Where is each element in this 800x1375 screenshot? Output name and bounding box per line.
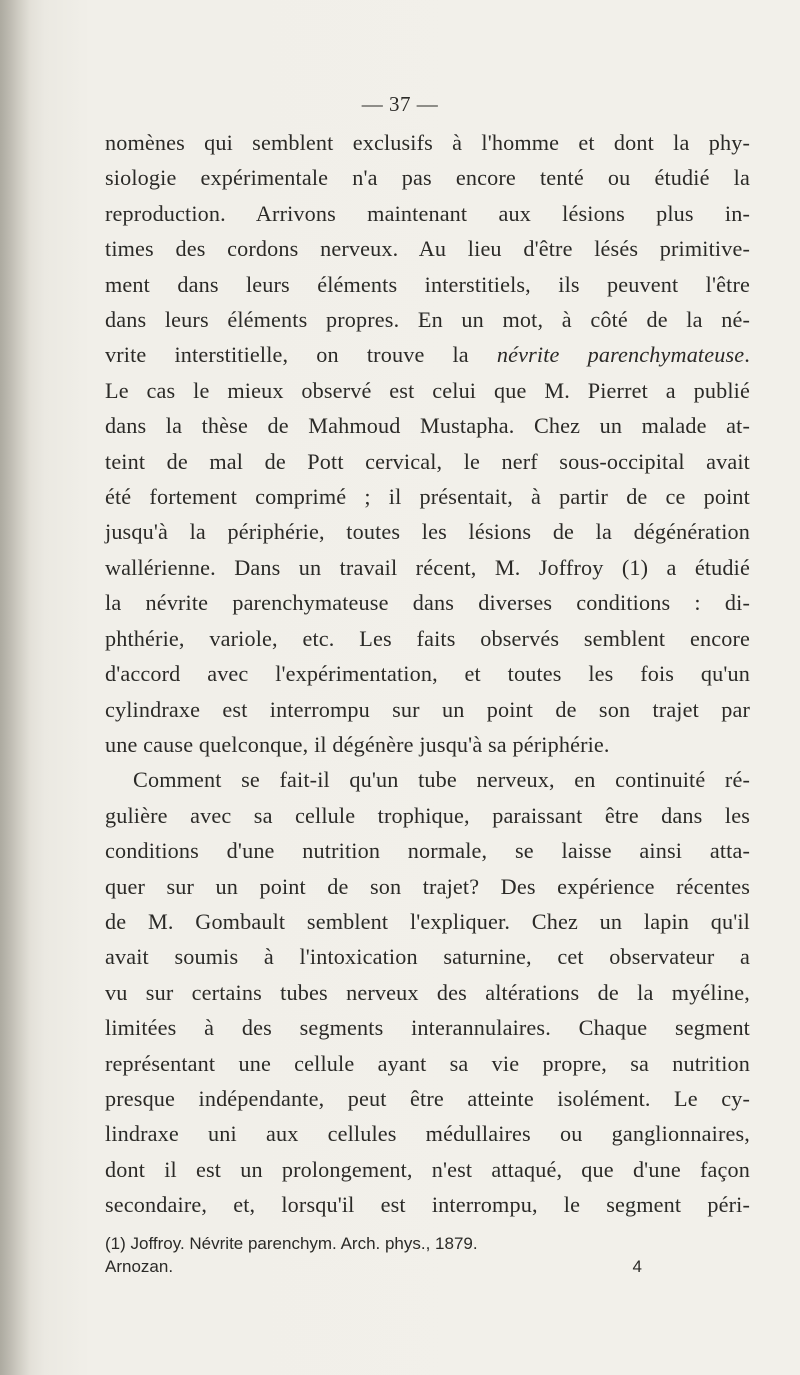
text-line: nomènes qui semblent exclusifs à l'homme et dont la phy- <box>105 130 750 155</box>
text-line: une cause quelconque, il dégénère jusqu'à sa périphérie. <box>105 731 610 757</box>
text-line: été fortement comprimé ; il présentait, à partir de ce point <box>105 484 750 510</box>
page-number-header: — 37 — <box>361 92 439 116</box>
text-line: dans leurs éléments propres. En un mot, à côté de la né- <box>105 307 750 333</box>
binding-shadow <box>0 0 30 1375</box>
text-line: cylindraxe est interrompu sur un point de son trajet par <box>105 696 750 722</box>
text-segment: vrite interstitielle, on trouve la <box>105 342 497 368</box>
italic-term: névrite parenchymateuse <box>496 342 745 368</box>
text-line: lindraxe uni aux cellules médullaires ou ganglionnaires, <box>105 1121 750 1147</box>
text-line: presque indépendante, peut être atteinte isolément. Le cy- <box>105 1085 750 1111</box>
text-line: jusqu'à la périphérie, toutes les lésions de la dégénération <box>105 519 750 545</box>
text-segment: . <box>744 342 750 368</box>
text-line: la névrite parenchymateuse dans diverses conditions : di- <box>105 590 750 616</box>
text-line: secondaire, et, lorsqu'il est interrompu, le segment péri- <box>105 1192 750 1218</box>
body-text <box>105 125 750 1223</box>
text-line: représentant une cellule ayant sa vie propre, sa nutrition <box>105 1050 750 1076</box>
footnote-block <box>105 1232 750 1278</box>
text-line: avait soumis à l'intoxication saturnine, cet observateur a <box>105 944 750 970</box>
signature-author: Arnozan. <box>105 1257 174 1276</box>
signature-row <box>105 1255 642 1278</box>
text-line: siologie expérimentale n'a pas encore tenté ou étudié la <box>105 165 750 191</box>
text-line: Comment se fait-il qu'un tube nerveux, en continuité ré- <box>133 767 750 793</box>
text-line: wallérienne. Dans un travail récent, M. Joffroy (1) a étudié <box>105 554 750 580</box>
footnote: (1) Joffroy. Névrite parenchym. Arch. phys., 1879. <box>105 1234 478 1253</box>
text-line: conditions d'une nutrition normale, se laisse ainsi atta- <box>105 838 750 864</box>
text-line: teint de mal de Pott cervical, le nerf sous-occipital avait <box>105 448 750 474</box>
text-line: reproduction. Arrivons maintenant aux lésions plus in- <box>105 200 750 226</box>
text-line: d'accord avec l'expérimentation, et toutes les fois qu'un <box>105 661 750 687</box>
text-line: vu sur certains tubes nerveux des altérations de la myéline, <box>105 979 750 1005</box>
signature-number: 4 <box>632 1257 642 1276</box>
text-line: phthérie, variole, etc. Les faits observés semblent encore <box>105 625 750 651</box>
text-line: times des cordons nerveux. Au lieu d'être lésés primitive- <box>105 236 750 262</box>
text-line <box>105 337 750 372</box>
text-line: dont il est un prolongement, n'est attaqué, que d'une façon <box>105 1156 750 1182</box>
text-line: dans la thèse de Mahmoud Mustapha. Chez un malade at- <box>105 413 750 439</box>
text-line: gulière avec sa cellule trophique, paraissant être dans les <box>105 802 750 828</box>
text-line: quer sur un point de son trajet? Des expérience récentes <box>105 873 750 899</box>
text-line: limitées à des segments interannulaires. Chaque segment <box>105 1015 750 1041</box>
text-line: Le cas le mieux observé est celui que M. Pierret a publié <box>105 377 750 403</box>
text-line: ment dans leurs éléments interstitiels, ils peuvent l'être <box>105 271 750 297</box>
text-line: de M. Gombault semblent l'expliquer. Chez un lapin qu'il <box>105 908 750 934</box>
